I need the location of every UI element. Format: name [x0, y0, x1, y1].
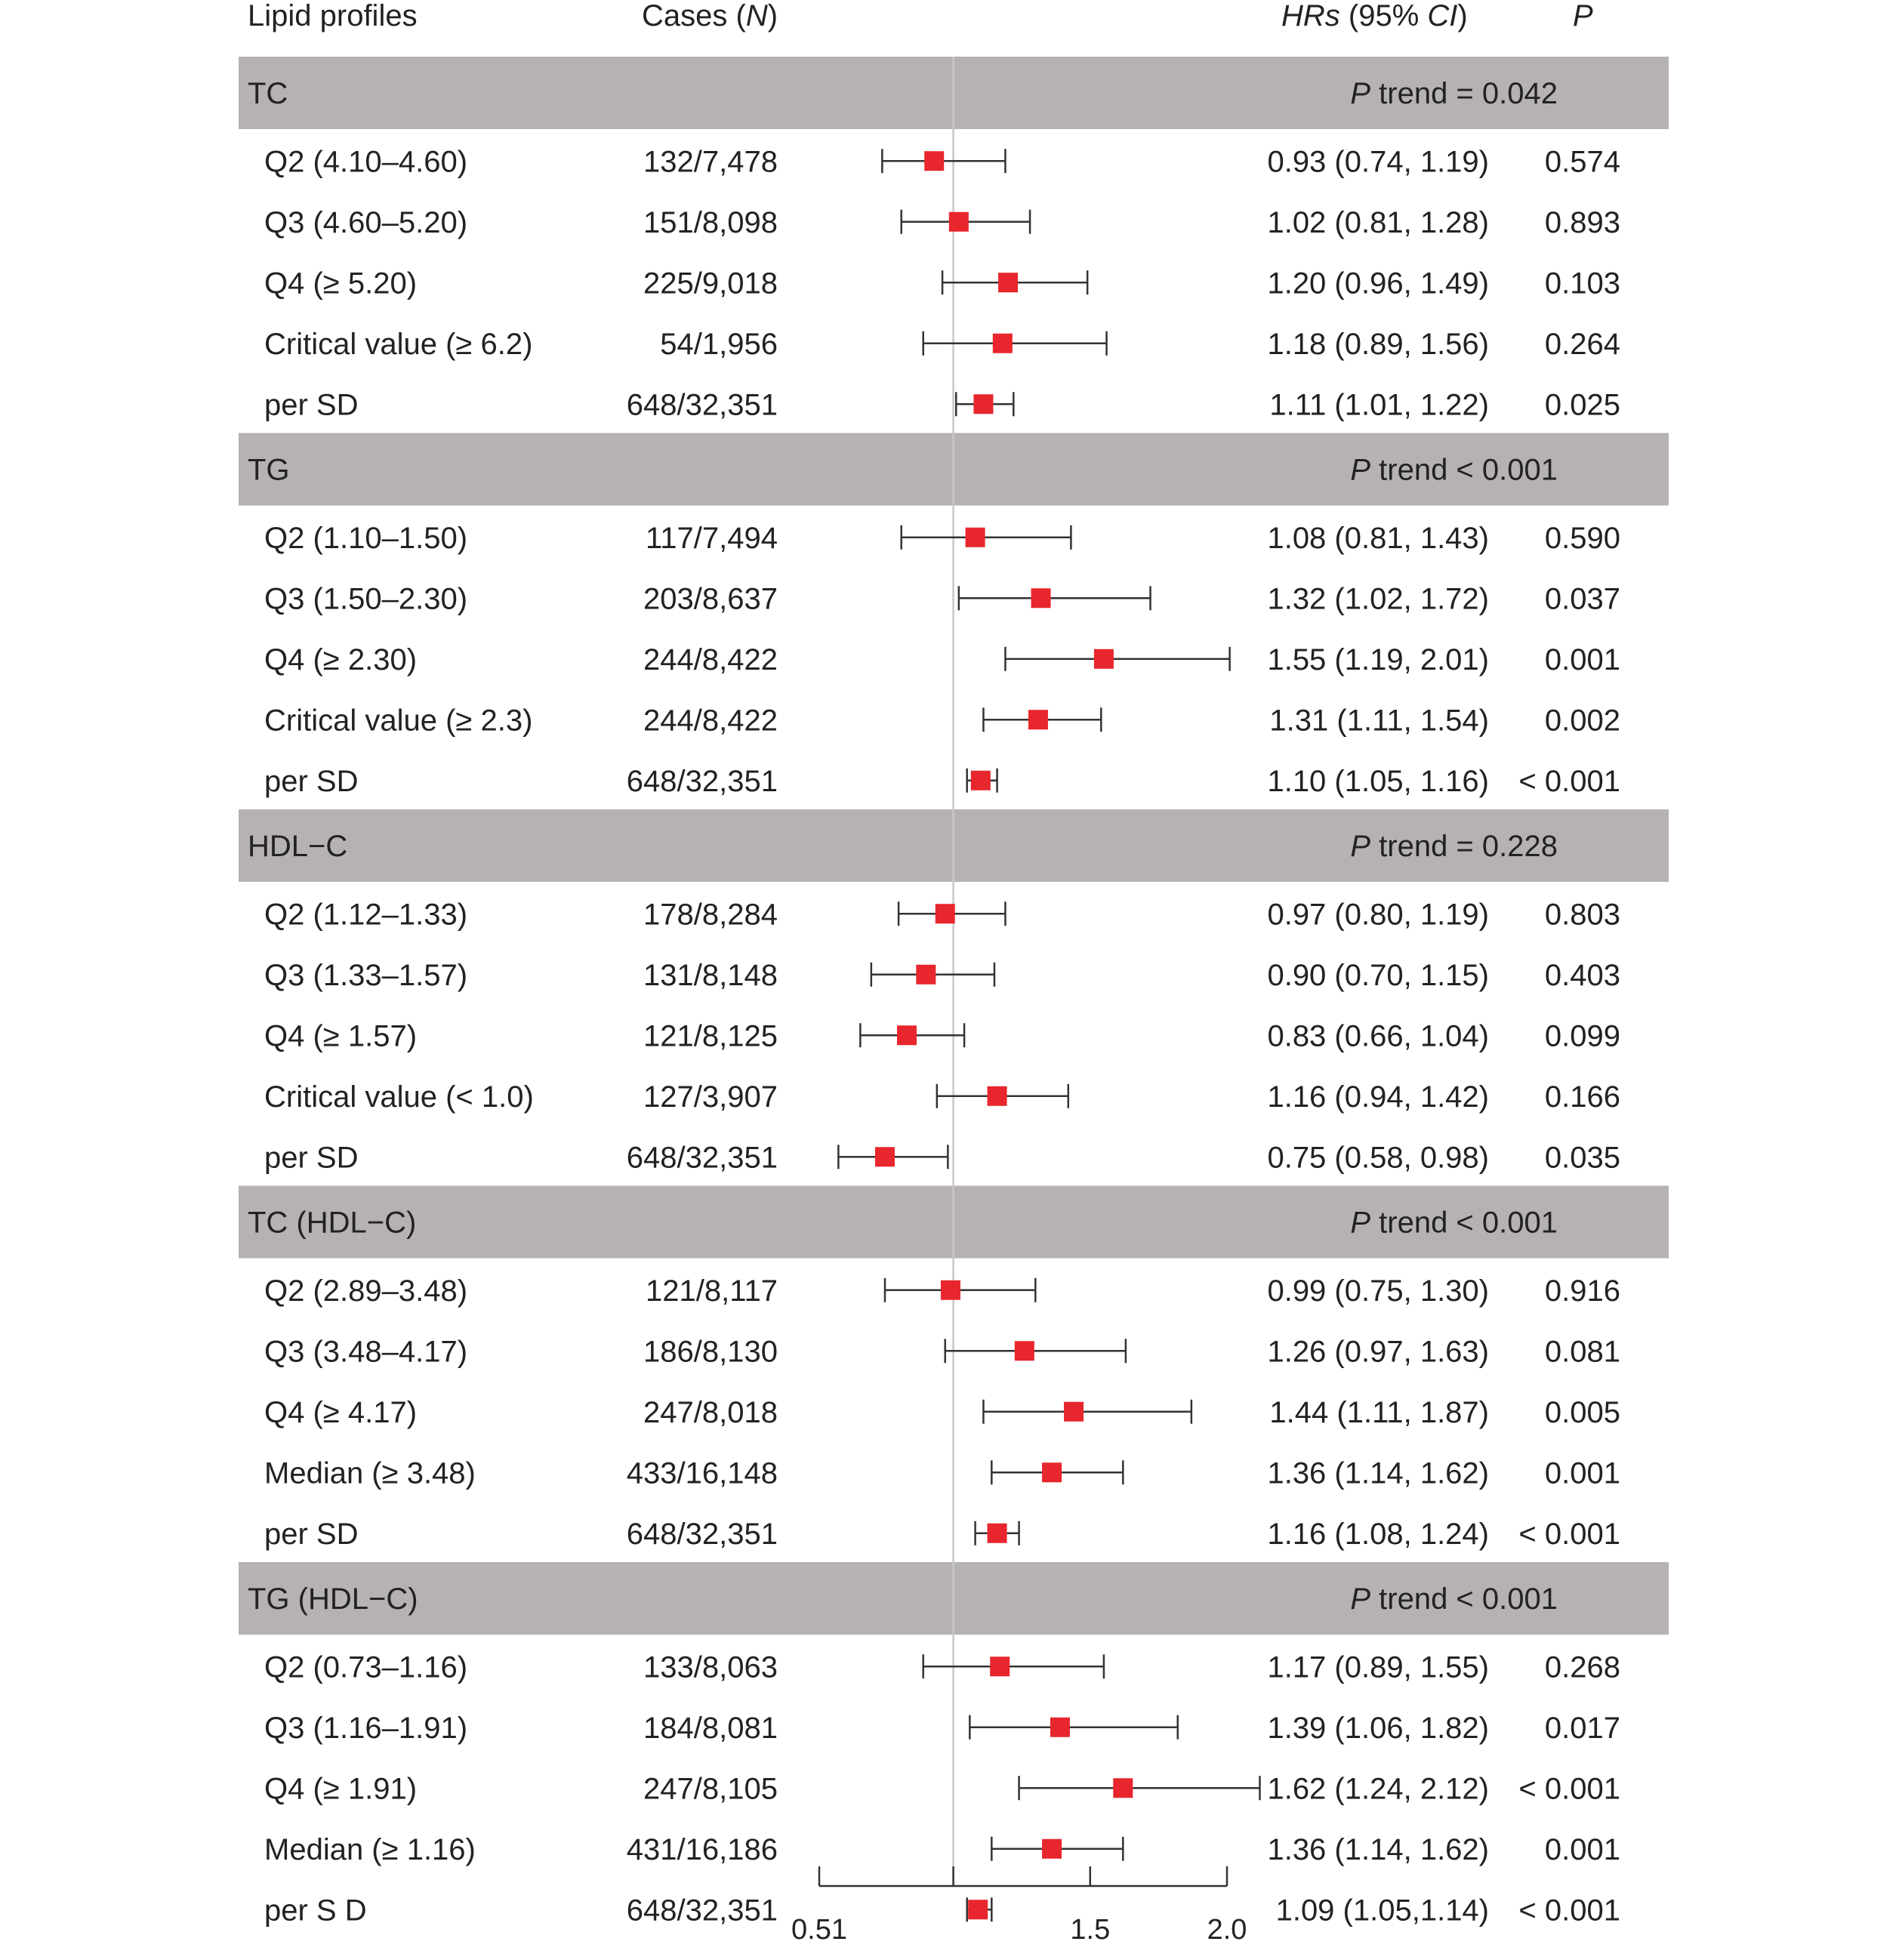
row-hr-ci: 1.16 (0.94, 1.42): [1267, 1080, 1489, 1114]
hr-marker: [998, 273, 1018, 292]
hr-marker: [966, 528, 985, 547]
row-cases: 178/8,284: [643, 898, 778, 932]
group-label: HDL−C: [248, 830, 348, 863]
hr-marker: [990, 1656, 1010, 1676]
p-trend: P trend < 0.001: [1350, 1582, 1558, 1616]
row-p-value: 0.001: [1544, 1832, 1620, 1866]
row-hr-ci: 1.36 (1.14, 1.62): [1267, 1832, 1489, 1866]
row-hr-ci: 1.10 (1.05, 1.16): [1267, 764, 1489, 798]
row-p-value: 0.005: [1544, 1395, 1620, 1429]
row-cases: 54/1,956: [660, 327, 778, 361]
row-hr-ci: 1.55 (1.19, 2.01): [1267, 643, 1489, 676]
row-label: Q4 (≥ 5.20): [264, 267, 418, 300]
hr-marker: [949, 212, 969, 232]
row-hr-ci: 1.31 (1.11, 1.54): [1269, 704, 1489, 738]
row-cases: 133/8,063: [643, 1650, 778, 1684]
p-trend: P trend = 0.228: [1350, 830, 1558, 863]
header-lipid-profiles: Lipid profiles: [248, 0, 418, 32]
row-label: Median (≥ 1.16): [264, 1832, 476, 1866]
row-hr-ci: 0.93 (0.74, 1.19): [1267, 145, 1489, 179]
hr-marker: [968, 1900, 988, 1919]
row-p-value: < 0.001: [1518, 1894, 1620, 1928]
hr-marker: [897, 1025, 917, 1045]
row-cases: 431/16,186: [626, 1832, 778, 1866]
row-hr-ci: 1.62 (1.24, 2.12): [1267, 1772, 1489, 1806]
row-cases: 648/32,351: [626, 764, 778, 798]
hr-marker: [971, 771, 991, 790]
row-cases: 121/8,125: [643, 1019, 778, 1053]
row-hr-ci: 1.17 (0.89, 1.55): [1267, 1650, 1489, 1684]
row-p-value: 0.099: [1544, 1019, 1620, 1053]
hr-marker: [988, 1524, 1007, 1543]
row-hr-ci: 1.08 (0.81, 1.43): [1267, 521, 1489, 555]
row-label: Q3 (3.48–4.17): [264, 1335, 468, 1369]
hr-marker: [916, 965, 936, 985]
row-p-value: 0.574: [1544, 145, 1620, 179]
row-label: Q2 (4.10–4.60): [264, 145, 468, 179]
group-label: TC: [248, 77, 288, 110]
row-label: Q2 (1.10–1.50): [264, 521, 468, 555]
row-cases: 247/8,018: [643, 1395, 778, 1429]
row-cases: 225/9,018: [643, 267, 778, 300]
row-cases: 127/3,907: [643, 1080, 778, 1114]
row-label: Q4 (≥ 1.57): [264, 1019, 418, 1053]
column-headers: [248, 0, 1593, 32]
x-axis: [791, 1866, 1247, 1946]
row-label: Q4 (≥ 4.17): [264, 1395, 418, 1429]
row-p-value: 0.803: [1544, 898, 1620, 932]
row-label: Q3 (1.50–2.30): [264, 582, 468, 616]
group-label: TG: [248, 453, 290, 487]
row-hr-ci: 0.97 (0.80, 1.19): [1267, 898, 1489, 932]
row-label: Q3 (1.33–1.57): [264, 958, 468, 992]
hr-marker: [1042, 1839, 1062, 1859]
row-p-value: 0.025: [1544, 388, 1620, 422]
row-p-value: 0.268: [1544, 1650, 1620, 1684]
row-hr-ci: 1.26 (0.97, 1.63): [1267, 1335, 1489, 1369]
hr-marker: [1031, 588, 1051, 608]
row-label: Median (≥ 3.48): [264, 1456, 476, 1490]
row-cases: 648/32,351: [626, 1517, 778, 1551]
row-p-value: 0.017: [1544, 1711, 1620, 1745]
header-p: P: [1573, 0, 1593, 32]
hr-marker: [1050, 1718, 1070, 1737]
row-cases: 247/8,105: [643, 1772, 778, 1806]
row-hr-ci: 1.11 (1.01, 1.22): [1269, 388, 1489, 422]
row-hr-ci: 0.90 (0.70, 1.15): [1267, 958, 1489, 992]
hr-marker: [875, 1147, 895, 1166]
row-p-value: < 0.001: [1518, 1772, 1620, 1806]
row-p-value: 0.403: [1544, 958, 1620, 992]
hr-marker: [1064, 1402, 1084, 1422]
row-label: per SD: [264, 388, 359, 422]
row-cases: 132/7,478: [643, 145, 778, 179]
row-cases: 648/32,351: [626, 1894, 778, 1928]
row-label: per SD: [264, 1141, 359, 1175]
p-trend: P trend < 0.001: [1350, 453, 1558, 487]
row-p-value: 0.264: [1544, 327, 1620, 361]
x-tick-label: 2.0: [1207, 1914, 1247, 1946]
row-cases: 186/8,130: [643, 1335, 778, 1369]
row-label: Q4 (≥ 1.91): [264, 1772, 418, 1806]
row-label: per SD: [264, 764, 359, 798]
row-label: Q2 (0.73–1.16): [264, 1650, 468, 1684]
row-p-value: 0.081: [1544, 1335, 1620, 1369]
row-label: Q3 (4.60–5.20): [264, 205, 468, 239]
row-hr-ci: 0.75 (0.58, 0.98): [1267, 1141, 1489, 1175]
hr-marker: [1028, 710, 1048, 729]
hr-marker: [1094, 649, 1114, 669]
row-p-value: 0.103: [1544, 267, 1620, 300]
row-label: Q2 (1.12–1.33): [264, 898, 468, 932]
row-hr-ci: 1.39 (1.06, 1.82): [1267, 1711, 1489, 1745]
row-hr-ci: 0.83 (0.66, 1.04): [1267, 1019, 1489, 1053]
row-cases: 648/32,351: [626, 1141, 778, 1175]
hr-marker: [1015, 1341, 1034, 1361]
row-hr-ci: 1.09 (1.05,1.14): [1275, 1894, 1489, 1928]
row-p-value: 0.893: [1544, 205, 1620, 239]
p-trend: P trend = 0.042: [1350, 77, 1558, 110]
row-cases: 433/16,148: [626, 1456, 778, 1490]
hr-marker: [924, 151, 944, 171]
row-p-value: 0.002: [1544, 704, 1620, 738]
row-p-value: < 0.001: [1518, 764, 1620, 798]
row-cases: 203/8,637: [643, 582, 778, 616]
hr-marker: [936, 904, 955, 923]
row-p-value: 0.916: [1544, 1274, 1620, 1308]
hr-marker: [1113, 1778, 1133, 1798]
hr-marker: [973, 394, 993, 414]
row-cases: 184/8,081: [643, 1711, 778, 1745]
row-cases: 244/8,422: [643, 704, 778, 738]
row-cases: 648/32,351: [626, 388, 778, 422]
row-label: Q3 (1.16–1.91): [264, 1711, 468, 1745]
hr-marker: [988, 1086, 1007, 1106]
header-hrs-ci: HRs (95% CI): [1281, 0, 1468, 32]
row-cases: 117/7,494: [646, 521, 778, 555]
row-cases: 121/8,117: [646, 1274, 778, 1308]
x-tick-label: 1.5: [1070, 1914, 1111, 1946]
row-p-value: 0.035: [1544, 1141, 1620, 1175]
row-hr-ci: 1.20 (0.96, 1.49): [1267, 267, 1489, 300]
row-p-value: 0.001: [1544, 643, 1620, 676]
row-cases: 131/8,148: [643, 958, 778, 992]
row-hr-ci: 0.99 (0.75, 1.30): [1267, 1274, 1489, 1308]
forest-rows: [248, 77, 1620, 1927]
group-label: TG (HDL−C): [248, 1582, 418, 1616]
row-p-value: 0.166: [1544, 1080, 1620, 1114]
row-hr-ci: 1.44 (1.11, 1.87): [1269, 1395, 1489, 1429]
group-label: TC (HDL−C): [248, 1206, 417, 1240]
row-hr-ci: 1.32 (1.02, 1.72): [1267, 582, 1489, 616]
hr-marker: [1042, 1462, 1062, 1482]
row-label: Critical value (≥ 6.2): [264, 327, 533, 361]
header-cases: Cases (N): [642, 0, 778, 32]
p-trend: P trend < 0.001: [1350, 1206, 1558, 1240]
row-label: Critical value (< 1.0): [264, 1080, 534, 1114]
row-label: Q4 (≥ 2.30): [264, 643, 418, 676]
row-hr-ci: 1.16 (1.08, 1.24): [1267, 1517, 1489, 1551]
row-hr-ci: 1.36 (1.14, 1.62): [1267, 1456, 1489, 1490]
row-hr-ci: 1.18 (0.89, 1.56): [1267, 327, 1489, 361]
row-label: per S D: [264, 1894, 367, 1928]
row-label: Critical value (≥ 2.3): [264, 704, 533, 738]
row-p-value: 0.001: [1544, 1456, 1620, 1490]
row-cases: 244/8,422: [643, 643, 778, 676]
row-p-value: < 0.001: [1518, 1517, 1620, 1551]
row-cases: 151/8,098: [643, 205, 778, 239]
x-tick-label: 0.51: [791, 1914, 847, 1946]
hr-marker: [993, 334, 1013, 353]
row-label: Q2 (2.89–3.48): [264, 1274, 468, 1308]
row-p-value: 0.590: [1544, 521, 1620, 555]
hr-marker: [941, 1280, 960, 1300]
row-p-value: 0.037: [1544, 582, 1620, 616]
row-label: per SD: [264, 1517, 359, 1551]
row-hr-ci: 1.02 (0.81, 1.28): [1267, 205, 1489, 239]
